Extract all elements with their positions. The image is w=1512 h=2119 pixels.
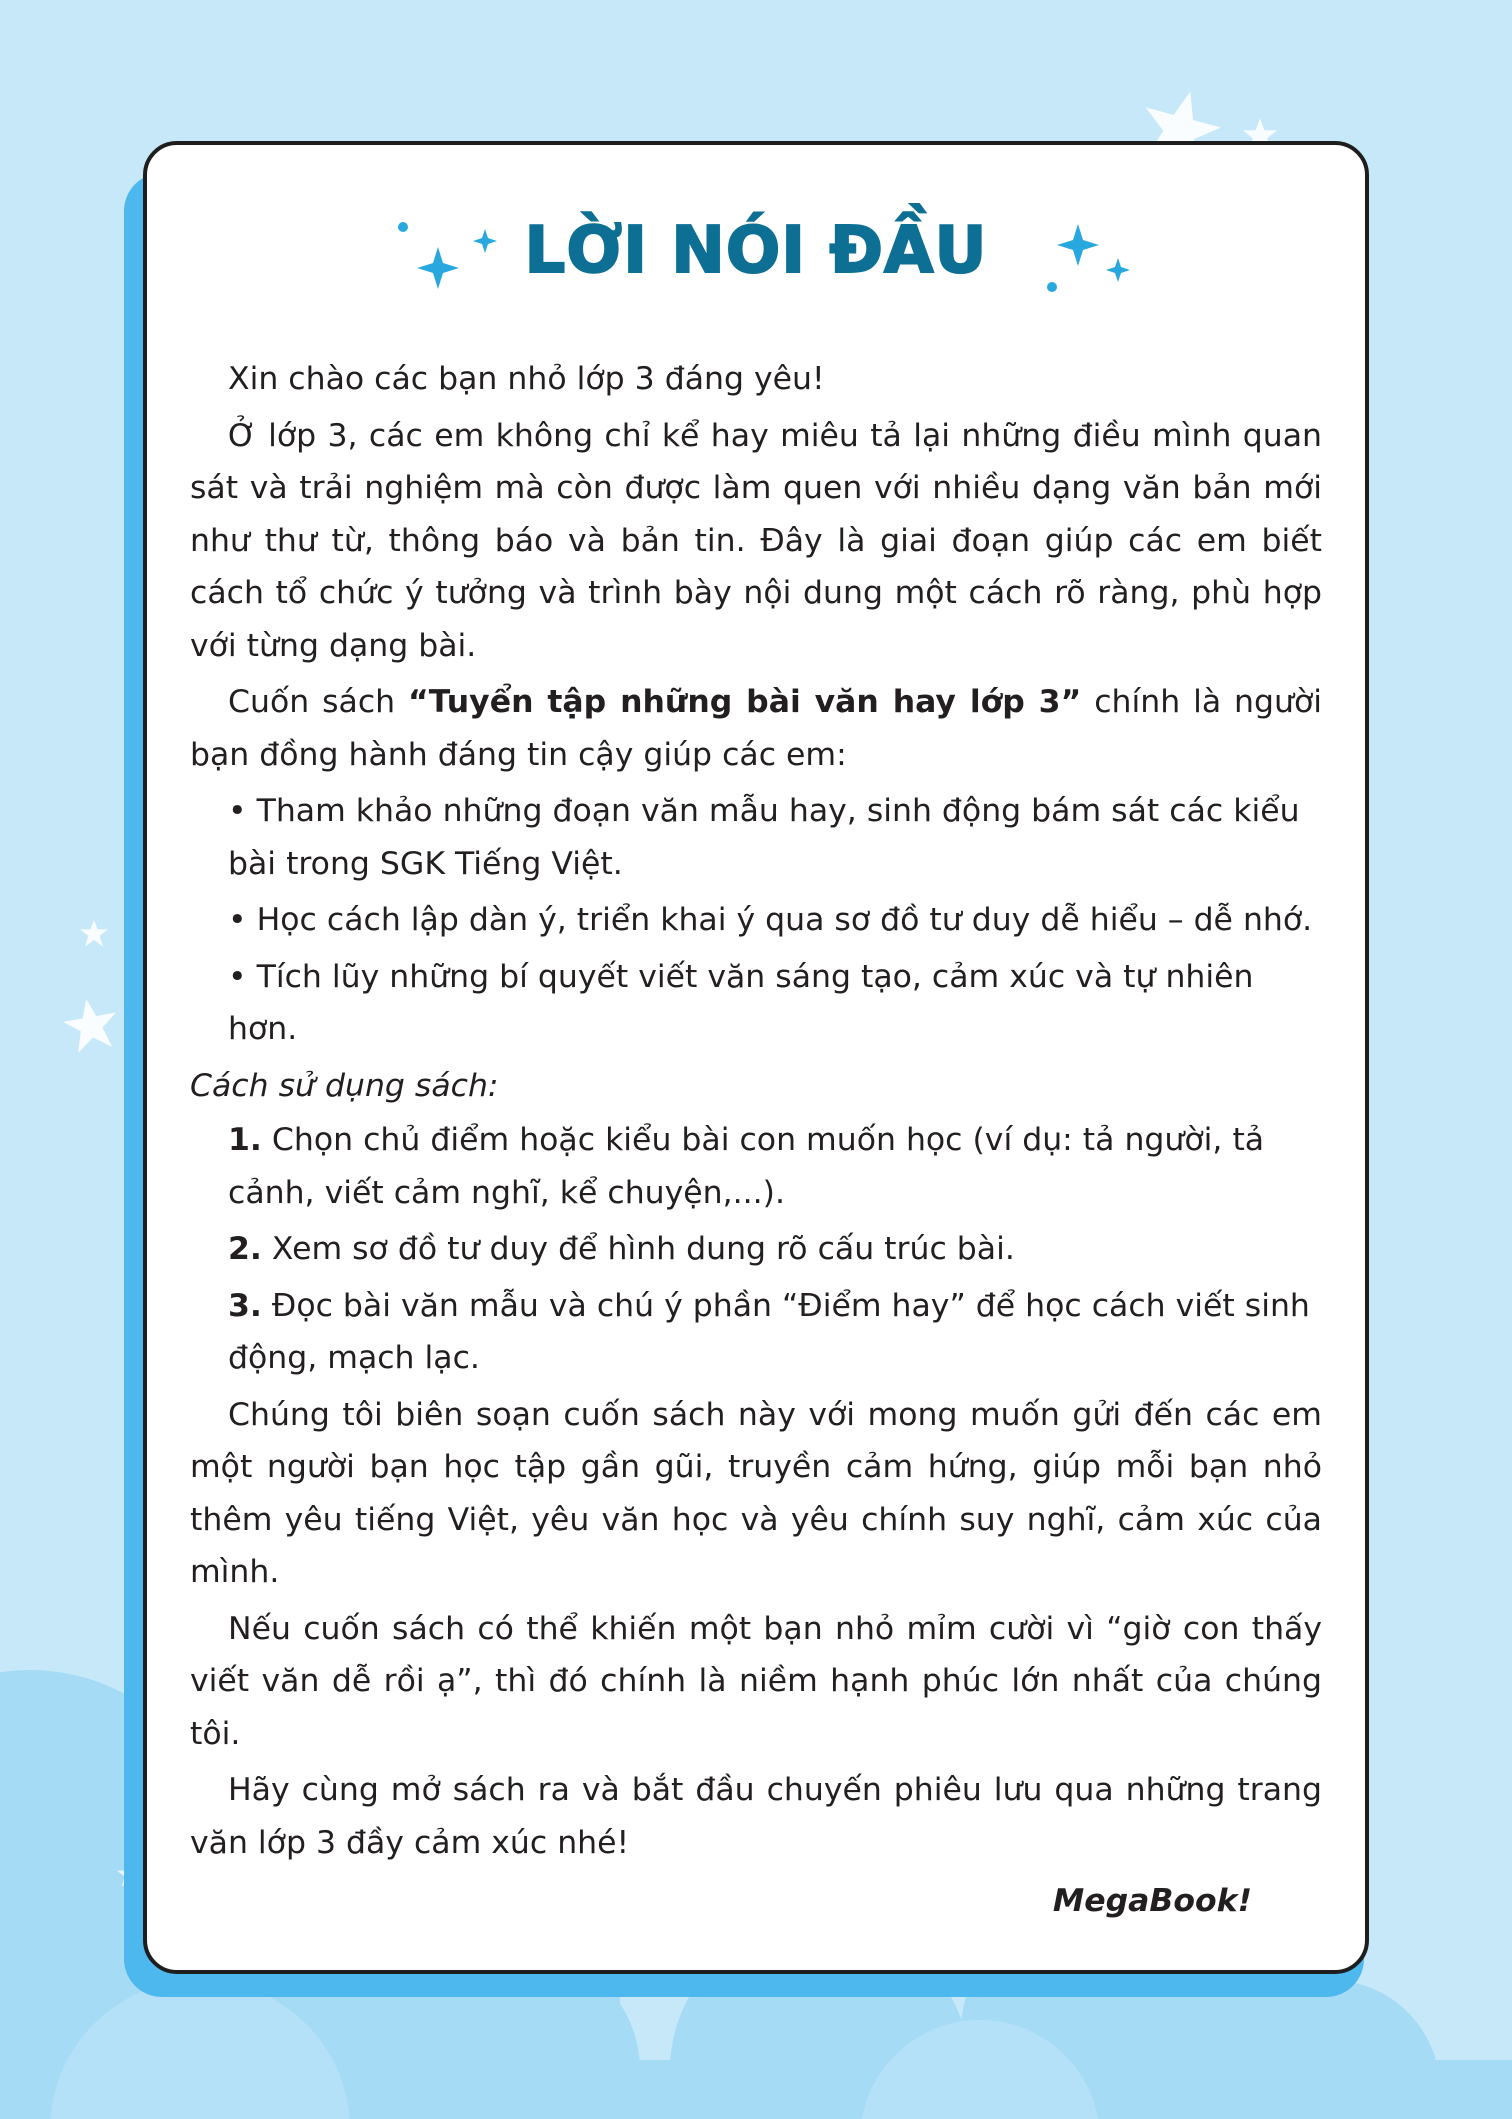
book-intro-suffix: chính là người bạn đồng hành đáng tin cậy giúp các em: xyxy=(190,684,1322,773)
step-item xyxy=(228,1114,1322,1219)
title-area xyxy=(0,211,1512,291)
bullet-item: • Học cách lập dàn ý, triển khai ý qua sơ đồ tư duy dễ hiểu – dễ nhớ. xyxy=(228,902,1313,938)
closing-paragraph-1: Chúng tôi biên soạn cuốn sách này với mong muốn gửi đến các em một người bạn học tập gần gũi, truyền cảm hứng, giúp mỗi bạn nhỏ thêm yêu tiếng Việt, yêu văn học và yêu chính suy nghĩ, cảm xúc của mình. xyxy=(190,1396,1322,1590)
page-title: LỜI NÓI ĐẦU xyxy=(524,214,988,288)
step-item xyxy=(228,1223,1322,1276)
step-text: Đọc bài văn mẫu và chú ý phần “Điểm hay” để học cách viết sinh động, mạch lạc. xyxy=(228,1287,1310,1376)
sparkle-icon-right xyxy=(1040,222,1150,302)
star-decoration-left-small xyxy=(78,918,110,950)
signature: MegaBook! xyxy=(1052,1883,1252,1919)
intro-paragraph: Ở lớp 3, các em không chỉ kể hay miêu tả lại những điều mình quan sát và trải nghiệm mà còn được làm quen với nhiều dạng văn bản mới như thư từ, thông báo và bản tin. Đây là giai đoạn giúp các em biết cách tổ chức ý tưởng và trình bày nội dung một cách rõ ràng, phù hợp với từng dạng bài. xyxy=(190,417,1322,664)
star-decoration-left xyxy=(60,995,122,1057)
step-number: 2. xyxy=(228,1231,262,1267)
usage-heading: Cách sử dụng sách: xyxy=(190,1067,499,1104)
step-item xyxy=(228,1280,1322,1385)
step-number: 3. xyxy=(228,1287,262,1324)
book-intro-prefix: Cuốn sách xyxy=(228,684,409,720)
sparkle-icon-left xyxy=(395,215,505,295)
bullet-item: • Tham khảo những đoạn văn mẫu hay, sinh động bám sát các kiểu bài trong SGK Tiếng Việt. xyxy=(228,793,1300,882)
bullet-item: • Tích lũy những bí quyết viết văn sáng tạo, cảm xúc và tự nhiên hơn. xyxy=(228,958,1254,1047)
book-title: “Tuyển tập những bài văn hay lớp 3” xyxy=(408,684,1082,720)
closing-paragraph-2: Nếu cuốn sách có thể khiến một bạn nhỏ mỉm cười vì “giờ con thấy viết văn dễ rồi ạ”, thì đó chính là niềm hạnh phúc lớn nhất của chúng tôi. xyxy=(190,1610,1322,1752)
preface-content xyxy=(190,353,1322,1928)
greeting-paragraph: Xin chào các bạn nhỏ lớp 3 đáng yêu! xyxy=(228,361,825,397)
step-text: Chọn chủ điểm hoặc kiểu bài con muốn học (ví dụ: tả người, tả cảnh, viết cảm nghĩ, kể chuyện,...). xyxy=(228,1122,1265,1211)
closing-paragraph-3: Hãy cùng mở sách ra và bắt đầu chuyến phiêu lưu qua những trang văn lớp 3 đầy cảm xúc nhé! xyxy=(190,1772,1322,1861)
step-number: 1. xyxy=(228,1122,262,1158)
book-intro-paragraph xyxy=(190,676,1322,781)
step-text: Xem sơ đồ tư duy để hình dung rõ cấu trúc bài. xyxy=(261,1231,1015,1267)
